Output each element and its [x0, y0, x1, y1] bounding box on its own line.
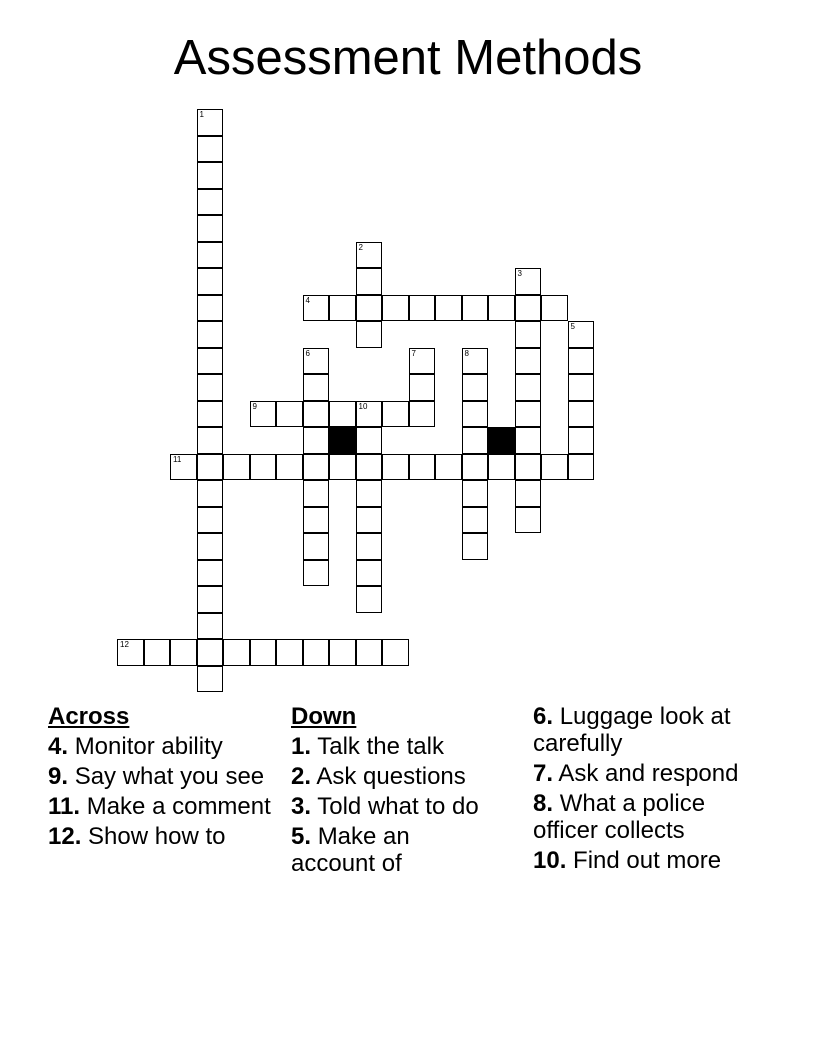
- grid-cell[interactable]: [329, 454, 356, 481]
- grid-cell[interactable]: [197, 215, 224, 242]
- grid-cell[interactable]: [568, 321, 595, 348]
- grid-cell[interactable]: [356, 321, 383, 348]
- grid-cell[interactable]: [303, 639, 330, 666]
- grid-cell[interactable]: [197, 401, 224, 428]
- grid-cell[interactable]: [356, 427, 383, 454]
- grid-cell[interactable]: [382, 454, 409, 481]
- clue-across-9: 9. Say what you see: [48, 763, 265, 790]
- grid-cell[interactable]: [197, 480, 224, 507]
- grid-cell[interactable]: [356, 454, 383, 481]
- grid-cell[interactable]: [197, 374, 224, 401]
- grid-cell[interactable]: [515, 374, 542, 401]
- grid-cell[interactable]: [382, 401, 409, 428]
- grid-cell[interactable]: [488, 295, 515, 322]
- grid-cell[interactable]: [197, 454, 224, 481]
- across-clues: [48, 703, 278, 853]
- grid-cell[interactable]: [197, 560, 224, 587]
- grid-cell[interactable]: [197, 533, 224, 560]
- grid-cell[interactable]: [515, 348, 542, 375]
- black-cell: [488, 427, 515, 454]
- clue-across-4: 4. Monitor ability: [48, 733, 223, 760]
- grid-cell[interactable]: [515, 480, 542, 507]
- grid-cell[interactable]: [223, 454, 250, 481]
- grid-cell[interactable]: [197, 189, 224, 216]
- grid-cell[interactable]: [303, 348, 330, 375]
- grid-cell[interactable]: [197, 162, 224, 189]
- grid-cell[interactable]: [515, 427, 542, 454]
- grid-cell[interactable]: [568, 374, 595, 401]
- grid-cell[interactable]: [197, 507, 224, 534]
- clue-down-7: 7. Ask and respond: [533, 760, 739, 787]
- clue-across-12: 12. Show how to: [48, 823, 226, 850]
- grid-cell[interactable]: [568, 454, 595, 481]
- grid-cell[interactable]: [488, 454, 515, 481]
- grid-cell[interactable]: [515, 454, 542, 481]
- across-heading: Across: [48, 703, 130, 730]
- grid-cell[interactable]: [356, 560, 383, 587]
- grid-cell[interactable]: [303, 507, 330, 534]
- grid-cell[interactable]: [303, 295, 330, 322]
- grid-cell[interactable]: [356, 533, 383, 560]
- grid-cell[interactable]: [170, 639, 197, 666]
- clue-down-3: 3. Told what to do: [291, 793, 479, 820]
- clue-number: 12: [120, 640, 129, 649]
- grid-cell[interactable]: [541, 295, 568, 322]
- grid-cell[interactable]: [409, 348, 436, 375]
- grid-cell[interactable]: [303, 560, 330, 587]
- grid-cell[interactable]: [382, 295, 409, 322]
- clue-number: 2: [358, 242, 363, 252]
- grid-cell[interactable]: [356, 401, 383, 428]
- grid-cell[interactable]: [197, 666, 224, 693]
- grid-cell[interactable]: [356, 242, 383, 269]
- grid-cell[interactable]: [197, 242, 224, 269]
- grid-cell[interactable]: [515, 268, 542, 295]
- grid-cell[interactable]: [303, 427, 330, 454]
- grid-cell[interactable]: [409, 454, 436, 481]
- grid-cell[interactable]: [197, 586, 224, 613]
- grid-cell[interactable]: [462, 401, 489, 428]
- grid-cell[interactable]: [568, 348, 595, 375]
- page-title: Assessment Methods: [173, 31, 643, 85]
- grid-cell[interactable]: [356, 639, 383, 666]
- grid-cell[interactable]: [356, 507, 383, 534]
- grid-cell[interactable]: [515, 321, 542, 348]
- grid-cell[interactable]: [197, 268, 224, 295]
- grid-cell[interactable]: [250, 454, 277, 481]
- grid-cell[interactable]: [462, 295, 489, 322]
- grid-cell[interactable]: [329, 639, 356, 666]
- grid-cell[interactable]: [462, 427, 489, 454]
- grid-cell[interactable]: [197, 613, 224, 640]
- grid-cell[interactable]: [462, 507, 489, 534]
- grid-cell[interactable]: [144, 639, 171, 666]
- grid-cell[interactable]: [515, 507, 542, 534]
- clue-number: 8: [464, 348, 469, 358]
- clue-number: 4: [305, 295, 310, 305]
- grid-cell[interactable]: [329, 295, 356, 322]
- grid-cell[interactable]: [329, 401, 356, 428]
- grid-cell[interactable]: [197, 348, 224, 375]
- grid-cell[interactable]: [276, 401, 303, 428]
- grid-cell[interactable]: [462, 348, 489, 375]
- grid-cell[interactable]: [197, 136, 224, 163]
- clue-number: 3: [517, 269, 522, 278]
- grid-cell[interactable]: [515, 401, 542, 428]
- grid-cell[interactable]: [197, 639, 224, 666]
- down-clues: [291, 703, 491, 880]
- grid-cell[interactable]: [435, 454, 462, 481]
- grid-cell[interactable]: [356, 295, 383, 322]
- grid-cell[interactable]: [515, 295, 542, 322]
- grid-cell[interactable]: [409, 295, 436, 322]
- grid-cell[interactable]: [170, 454, 197, 481]
- grid-cell[interactable]: [276, 639, 303, 666]
- clue-number: 10: [358, 401, 368, 411]
- clue-number: 6: [305, 348, 310, 358]
- grid-cell[interactable]: [568, 401, 595, 428]
- down-heading: Down: [291, 703, 357, 730]
- grid-cell[interactable]: [382, 639, 409, 666]
- clue-down-8: 8. What a police officer collects: [533, 790, 706, 844]
- grid-cell[interactable]: [303, 401, 330, 428]
- grid-cell[interactable]: [462, 533, 489, 560]
- clue-down-2: 2. Ask questions: [291, 763, 466, 790]
- grid-cell[interactable]: [409, 374, 436, 401]
- clue-number: 11: [173, 454, 182, 464]
- grid-cell[interactable]: [197, 321, 224, 348]
- clue-down-6: 6. Luggage look at carefully: [533, 703, 731, 757]
- grid-cell[interactable]: [276, 454, 303, 481]
- black-cell: [329, 427, 356, 454]
- clue-down-10: 10. Find out more: [533, 847, 722, 874]
- clue-down-5: 5. Make an account of: [291, 823, 410, 877]
- grid-cell[interactable]: [462, 374, 489, 401]
- grid-cell[interactable]: [303, 374, 330, 401]
- grid-cell[interactable]: [197, 109, 224, 136]
- grid-cell[interactable]: [568, 427, 595, 454]
- grid-cell[interactable]: [462, 480, 489, 507]
- grid-cell[interactable]: [250, 401, 277, 428]
- clue-number: 7: [411, 348, 416, 358]
- grid-cell[interactable]: [303, 480, 330, 507]
- grid-cell[interactable]: [197, 427, 224, 454]
- clue-across-11: 11. Make a comment: [48, 793, 271, 820]
- clue-number: 1: [199, 110, 204, 119]
- clue-number: 5: [570, 322, 575, 331]
- grid-cell[interactable]: [197, 295, 224, 322]
- clue-down-1: 1. Talk the talk: [291, 733, 444, 760]
- grid-cell[interactable]: [303, 533, 330, 560]
- down-clues-continued: [533, 703, 743, 877]
- grid-cell[interactable]: [356, 268, 383, 295]
- grid-cell[interactable]: [250, 639, 277, 666]
- clue-number: 9: [252, 401, 257, 411]
- grid-cell[interactable]: [541, 454, 568, 481]
- grid-cell[interactable]: [223, 639, 250, 666]
- grid-cell[interactable]: [356, 480, 383, 507]
- grid-cell[interactable]: [409, 401, 436, 428]
- grid-cell[interactable]: [356, 586, 383, 613]
- grid-cell[interactable]: [303, 454, 330, 481]
- grid-cell[interactable]: [435, 295, 462, 322]
- grid-cell[interactable]: [462, 454, 489, 481]
- grid-cell[interactable]: [117, 639, 144, 666]
